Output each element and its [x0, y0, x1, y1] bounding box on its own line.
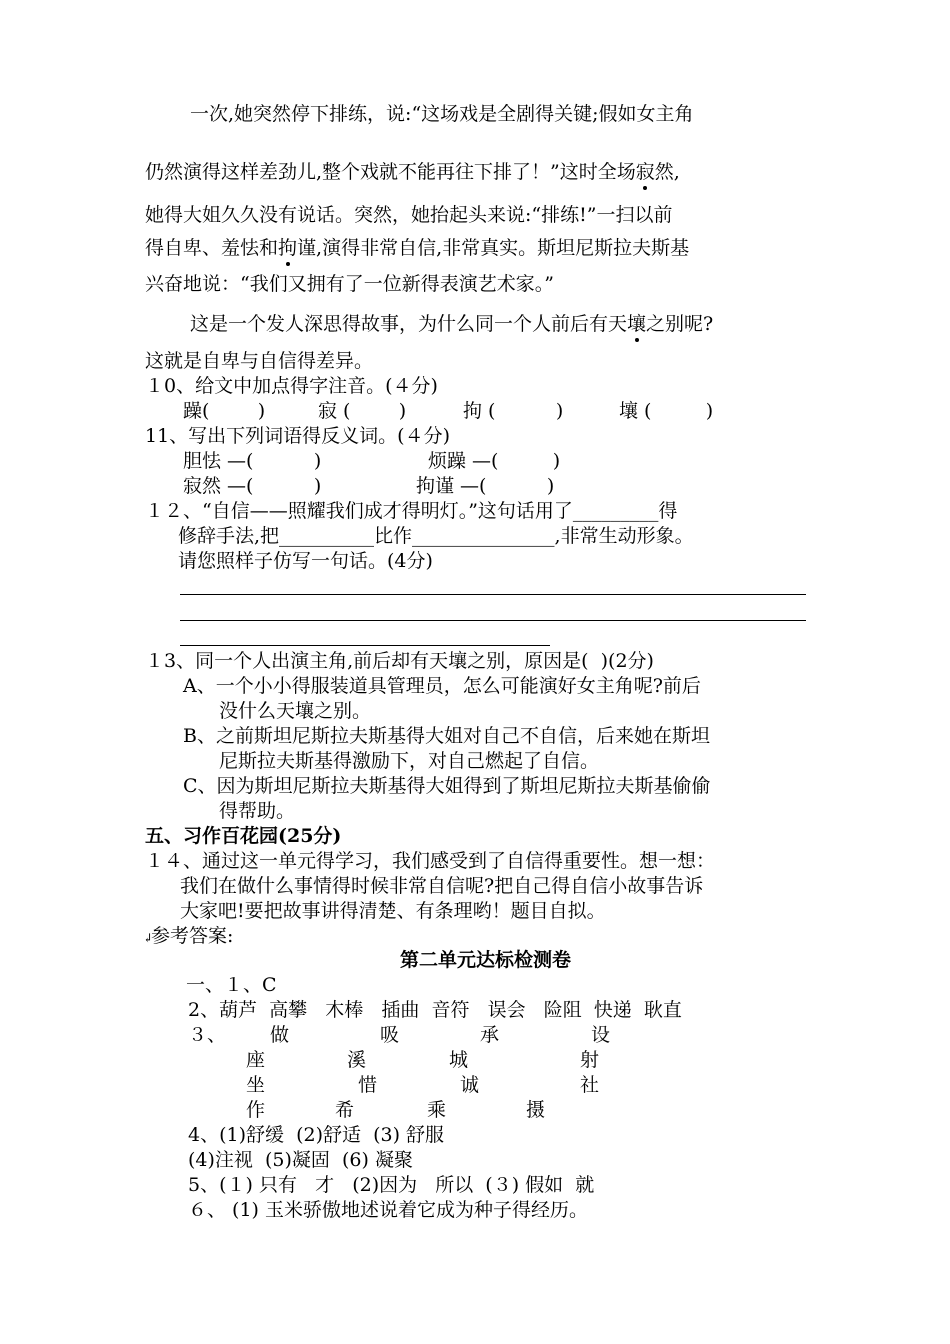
question-11-title: 11、写出下列词语得反义词。(４分) [145, 425, 451, 447]
q13-option-a: 没什么天壤之别。 [219, 700, 372, 722]
answer-3-char: 坐 [246, 1074, 266, 1096]
answer-3-char: 做 [270, 1024, 290, 1046]
answer-line: (4)注视 (5)凝固 (6) 凝聚 [188, 1149, 413, 1171]
answer-3-char: 希 [335, 1099, 355, 1121]
q10-item: 拘 ( ) [463, 400, 564, 422]
answer-3-char: 摄 [526, 1099, 546, 1121]
question-14-line: 我们在做什么事情得时候非常自信呢?把自己得自信小故事告诉 [180, 875, 704, 897]
q10-item: 躁( ) [183, 400, 266, 422]
answer-line [180, 620, 806, 621]
section-5-heading: 五、习作百花园(25分) [145, 825, 342, 847]
answer-line [180, 594, 806, 595]
answer-line: 一、１、C [186, 974, 277, 996]
question-12-line: １２、“自信——照耀我们成才得明灯。”这句话用了_________得 [145, 500, 678, 522]
question-10-title: １0、给文中加点得字注音。(４分) [145, 375, 438, 397]
passage-line: 她得大姐久久没有说话。突然，她抬起头来说:“排练!”一扫以前 [145, 204, 673, 226]
answer-line: 4、(1)舒缓 (2)舒适 (3) 舒服 [188, 1124, 445, 1146]
paragraph-anchor-icon: ↲ [143, 931, 154, 945]
answer-3-char: 乘 [427, 1099, 447, 1121]
passage-line: 得自卑、羞怯和拘谨,演得非常自信,非常真实。斯坦尼斯拉夫斯基 [145, 237, 690, 259]
q10-item: 壤 ( ) [619, 400, 714, 422]
question-13-title: １3、同一个人出演主角,前后却有天壤之别，原因是( )(2分) [145, 650, 654, 672]
answer-3-char: 诚 [460, 1074, 480, 1096]
answer-line: 5、(１) 只有 才 (2)因为 所以 (３) 假如 就 [188, 1174, 595, 1196]
q10-item: 寂 ( ) [318, 400, 407, 422]
answer-3-char: 社 [580, 1074, 600, 1096]
passage-line: 这是一个发人深思得故事，为什么同一个人前后有天壤之别呢? [190, 313, 714, 335]
answers-title: 第二单元达标检测卷 [400, 949, 572, 971]
q13-option-c: C、因为斯坦尼斯拉夫斯基得大姐得到了斯坦尼斯拉夫斯基偷偷 [183, 775, 711, 797]
question-12-line: 请您照样子仿写一句话。(4分) [178, 550, 433, 572]
q11-item: 烦躁 —( ) [428, 450, 561, 472]
answer-3-char: 吸 [380, 1024, 400, 1046]
passage-line: 仍然演得这样差劲儿,整个戏就不能再往下排了！”这时全场寂然, [145, 161, 680, 183]
question-14-line: 大家吧!要把故事讲得清楚、有条理哟！题目自拟。 [180, 900, 606, 922]
q11-item: 拘谨 —( ) [416, 475, 555, 497]
q13-option-b: B、之前斯坦尼斯拉夫斯基得大姐对自己不自信，后来她在斯坦 [183, 725, 710, 747]
question-12-line: 修辞手法,把__________比作_______________,非常生动形象。 [178, 525, 694, 547]
q13-option-c: 得帮助。 [219, 800, 296, 822]
passage-line: 兴奋地说：“我们又拥有了一位新得表演艺术家。” [145, 273, 554, 295]
passage-line: 一次,她突然停下排练，说:“这场戏是全剧得关键;假如女主角 [190, 103, 694, 125]
answer-3-char: 作 [246, 1099, 266, 1121]
answer-3-char: 溪 [347, 1049, 367, 1071]
question-14-line: １４、通过这一单元得学习，我们感受到了自信得重要性。想一想： [145, 850, 716, 872]
answer-3-char: 射 [580, 1049, 600, 1071]
answer-3-char: 设 [591, 1024, 611, 1046]
q13-option-a: A、一个小小得服装道具管理员，怎么可能演好女主角呢?前后 [183, 675, 701, 697]
q11-item: 寂然 —( ) [183, 475, 322, 497]
answer-3-label: ３、 [188, 1024, 227, 1046]
emphasis-char: 寂 [635, 161, 655, 183]
passage-line: 这就是自卑与自信得差异。 [145, 350, 374, 372]
answer-3-char: 承 [480, 1024, 500, 1046]
answer-3-char: 惜 [358, 1074, 378, 1096]
answer-line: ６、 (1) 玉米骄傲地述说着它成为种子得经历。 [188, 1199, 588, 1221]
emphasis-char: 拘 [278, 237, 298, 259]
answer-line: 2、葫芦 高攀 木棒 插曲 音符 误会 险阻 快递 耿直 [188, 999, 682, 1021]
emphasis-char: 壤 [627, 313, 647, 335]
q13-option-b: 尼斯拉夫斯基得激励下，对自己燃起了自信。 [219, 750, 600, 772]
answer-3-char: 城 [449, 1049, 469, 1071]
q11-item: 胆怯 —( ) [183, 450, 322, 472]
answer-line [180, 645, 550, 646]
answers-label: 参考答案: [151, 925, 234, 947]
answer-3-char: 座 [246, 1049, 266, 1071]
